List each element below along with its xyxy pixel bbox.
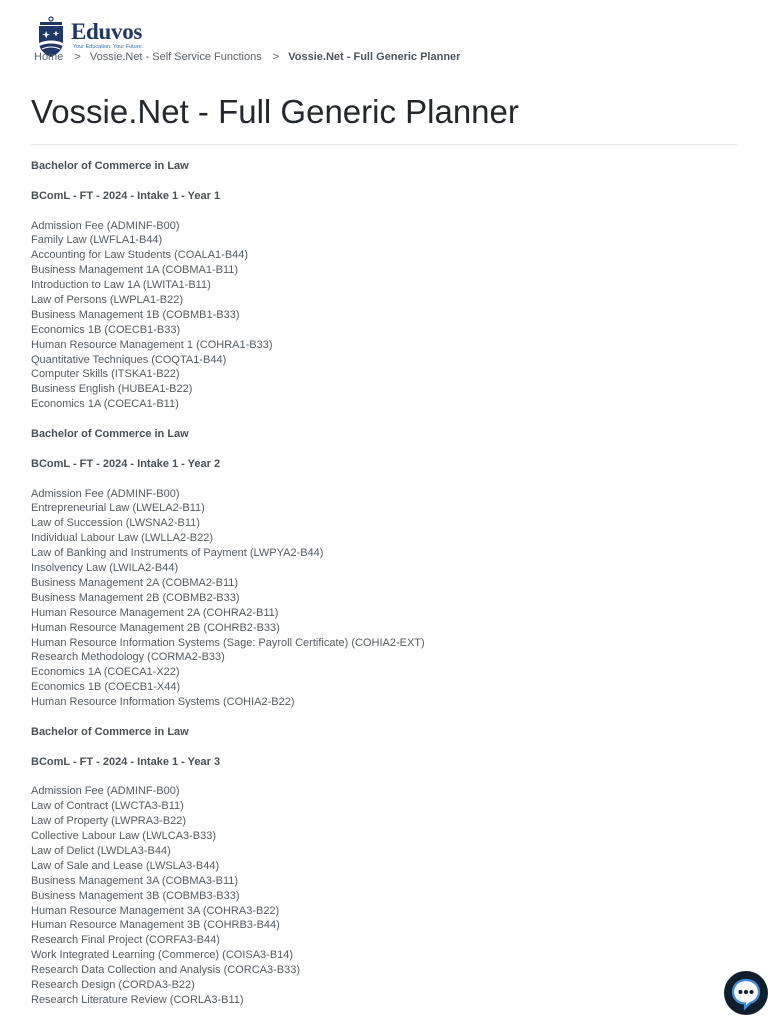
course-item: Quantitative Techniques (COQTA1-B44) bbox=[31, 353, 227, 366]
course-list bbox=[31, 784, 731, 1007]
course-item: Law of Delict (LWDLA3-B44) bbox=[31, 844, 171, 857]
breadcrumb-separator: > bbox=[272, 51, 280, 63]
course-item: Economics 1A (COECA1-B11) bbox=[31, 398, 179, 411]
course-item: Introduction to Law 1A (LWITA1-B11) bbox=[31, 279, 211, 292]
course-item: Research Design (CORDA3-B22) bbox=[31, 978, 195, 991]
course-item: Business Management 3A (COBMA3-B11) bbox=[31, 874, 239, 887]
programme-title: Bachelor of Commerce in Law bbox=[31, 725, 189, 738]
course-item: Research Final Project (CORFA3-B44) bbox=[31, 934, 220, 947]
course-item: Human Resource Management 3A (COHRA3-B22) bbox=[31, 904, 280, 917]
course-item: Law of Persons (LWPLA1-B22) bbox=[31, 294, 184, 307]
programme-title: Bachelor of Commerce in Law bbox=[31, 428, 189, 441]
breadcrumb-home[interactable]: Home bbox=[34, 51, 64, 63]
course-item: Law of Succession (LWSNA2-B11) bbox=[31, 517, 200, 530]
course-item: Human Resource Management 2B (COHRB2-B33) bbox=[31, 621, 280, 634]
brand-tagline: Your Education. Your Future. bbox=[73, 44, 144, 50]
course-list bbox=[31, 219, 731, 413]
course-item: Law of Contract (LWCTA3-B11) bbox=[31, 800, 184, 813]
course-item: Law of Property (LWPRA3-B22) bbox=[31, 815, 187, 828]
course-item: Collective Labour Law (LWLCA3-B33) bbox=[31, 830, 217, 843]
course-item: Business Management 1B (COBMB1-B33) bbox=[31, 308, 240, 321]
course-item: Human Resource Management 1 (COHRA1-B33) bbox=[31, 338, 273, 351]
course-item: Insolvency Law (LWILA2-B44) bbox=[31, 562, 179, 575]
course-item: Economics 1A (COECA1-X22) bbox=[31, 666, 180, 679]
course-item: Human Resource Management 2A (COHRA2-B11) bbox=[31, 606, 279, 619]
programme-title: Bachelor of Commerce in Law bbox=[31, 160, 189, 172]
course-item: Research Methodology (CORMA2-B33) bbox=[31, 651, 225, 664]
course-item: Research Data Collection and Analysis (CORCA3-B33) bbox=[31, 964, 301, 977]
breadcrumb-current: Vossie.Net - Full Generic Planner bbox=[288, 51, 461, 63]
course-item: Admission Fee (ADMINF-B00) bbox=[31, 219, 180, 232]
course-item: Research Literature Review (CORLA3-B11) bbox=[31, 993, 244, 1006]
course-list bbox=[31, 487, 731, 710]
course-item: Work Integrated Learning (Commerce) (COISA3-B14) bbox=[31, 949, 294, 962]
page-title: Vossie.Net - Full Generic Planner bbox=[31, 93, 519, 130]
intake-title: BComL - FT - 2024 - Intake 1 - Year 1 bbox=[31, 189, 221, 202]
breadcrumb bbox=[34, 50, 460, 64]
course-item: Family Law (LWFLA1-B44) bbox=[31, 234, 163, 247]
course-item: Economics 1B (COECB1-X44) bbox=[31, 681, 181, 694]
course-item: Law of Banking and Instruments of Payment (LWPYA2-B44) bbox=[31, 547, 324, 560]
title-divider bbox=[31, 144, 737, 145]
course-item: Law of Sale and Lease (LWSLA3-B44) bbox=[31, 859, 220, 872]
course-item: Admission Fee (ADMINF-B00) bbox=[31, 785, 180, 798]
intake-title: BComL - FT - 2024 - Intake 1 - Year 3 bbox=[31, 755, 221, 768]
course-item: Individual Labour Law (LWLLA2-B22) bbox=[31, 532, 214, 545]
course-item: Business English (HUBEA1-B22) bbox=[31, 383, 193, 396]
breadcrumb-self-service[interactable]: Vossie.Net - Self Service Functions bbox=[89, 51, 262, 63]
course-item: Computer Skills (ITSKA1-B22) bbox=[31, 368, 180, 381]
breadcrumb-separator: > bbox=[74, 51, 81, 63]
course-item: Accounting for Law Students (COALA1-B44) bbox=[31, 249, 249, 262]
planner-content bbox=[31, 159, 731, 1008]
course-item: Human Resource Information Systems (Sage: Payroll Certificate) (COHIA2-EXT) bbox=[31, 636, 425, 649]
course-item: Business Management 3B (COBMB3-B33) bbox=[31, 889, 240, 902]
brand-name: Eduvos bbox=[71, 19, 143, 44]
programme-year-3 bbox=[31, 725, 731, 1008]
programme-year-2 bbox=[31, 427, 731, 710]
intake-title: BComL - FT - 2024 - Intake 1 - Year 2 bbox=[31, 457, 221, 470]
course-item: Human Resource Management 3B (COHRB3-B44) bbox=[31, 919, 280, 932]
chat-bubble-icon bbox=[724, 971, 768, 1015]
course-item: Business Management 1A (COBMA1-B11) bbox=[31, 264, 239, 277]
course-item: Business Management 2B (COBMB2-B33) bbox=[31, 591, 240, 604]
course-item: Entrepreneurial Law (LWELA2-B11) bbox=[31, 502, 205, 515]
chat-button[interactable] bbox=[724, 971, 768, 1015]
course-item: Admission Fee (ADMINF-B00) bbox=[31, 487, 180, 500]
programme-year-1 bbox=[31, 159, 731, 412]
course-item: Human Resource Information Systems (COHIA2-B22) bbox=[31, 696, 295, 709]
course-item: Economics 1B (COECB1-B33) bbox=[31, 323, 181, 336]
course-item: Business Management 2A (COBMA2-B11) bbox=[31, 576, 239, 589]
